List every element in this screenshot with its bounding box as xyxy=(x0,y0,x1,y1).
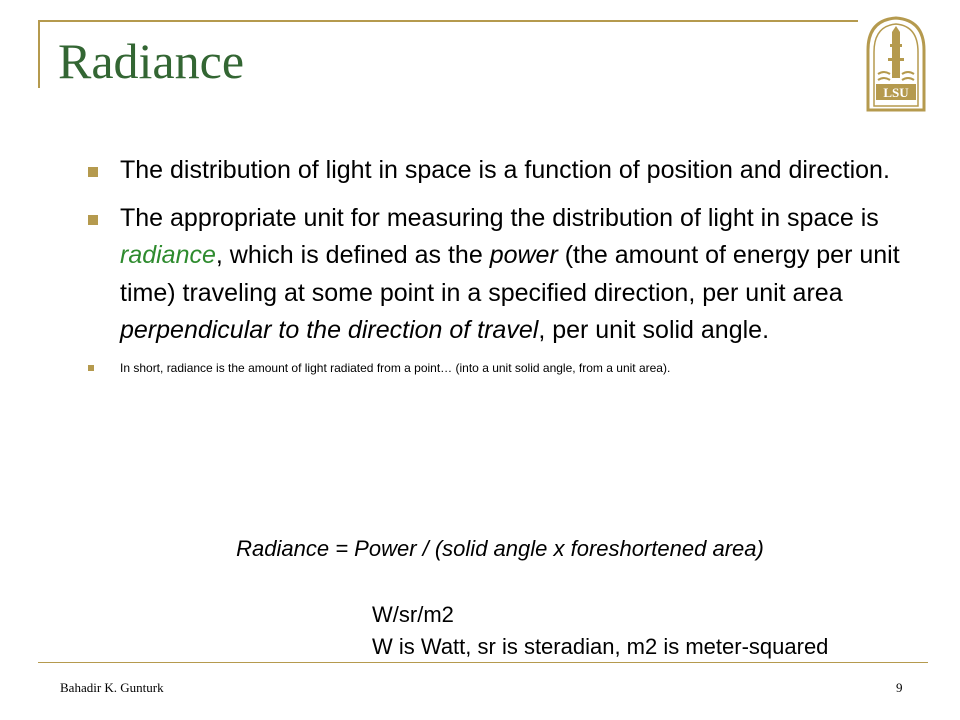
radiance-term: radiance xyxy=(120,241,216,269)
units-explanation: W is Watt, sr is steradian, m2 is meter-squared xyxy=(372,634,829,659)
page-number: 9 xyxy=(896,680,903,695)
square-bullet-icon xyxy=(88,215,98,225)
bullet-text-part: The appropriate unit for measuring the distribution of light in space is xyxy=(120,203,879,232)
bullet-text-part: , which is defined as the xyxy=(215,241,490,269)
lsu-tower-logo-icon xyxy=(864,14,928,114)
square-bullet-icon xyxy=(88,365,94,371)
bullet-text-part: (the amount of energy per unit time) traveling at some point in a specified direction, per unit area xyxy=(120,241,900,307)
footer-author: Bahadir K. Gunturk xyxy=(60,680,164,695)
radiance-formula: Radiance = Power / (solid angle x foreshortened area) xyxy=(236,536,764,561)
bullet-item-small xyxy=(88,360,918,376)
power-term: power xyxy=(489,241,558,269)
title-frame-left-rule xyxy=(38,20,40,88)
slide-title: Radiance xyxy=(58,33,245,89)
bullet-list xyxy=(88,152,918,386)
bullet-item xyxy=(88,200,918,350)
lsu-logo-svg xyxy=(864,14,928,114)
footer-rule xyxy=(38,662,928,663)
square-bullet-icon xyxy=(88,167,98,177)
perpendicular-phrase: perpendicular to the direction of travel xyxy=(120,316,539,344)
bullet-text: In short, radiance is the amount of light radiated from a point… (into a unit solid angle, from a unit area). xyxy=(120,360,671,375)
title-frame-top-rule xyxy=(38,20,858,22)
logo-text: LSU xyxy=(883,85,909,100)
bullet-text-part: , per unit solid angle. xyxy=(538,316,770,344)
bullet-text: The distribution of light in space is a function of position and direction. xyxy=(120,156,890,184)
bullet-item xyxy=(88,152,918,190)
units-line: W/sr/m2 xyxy=(372,602,454,627)
